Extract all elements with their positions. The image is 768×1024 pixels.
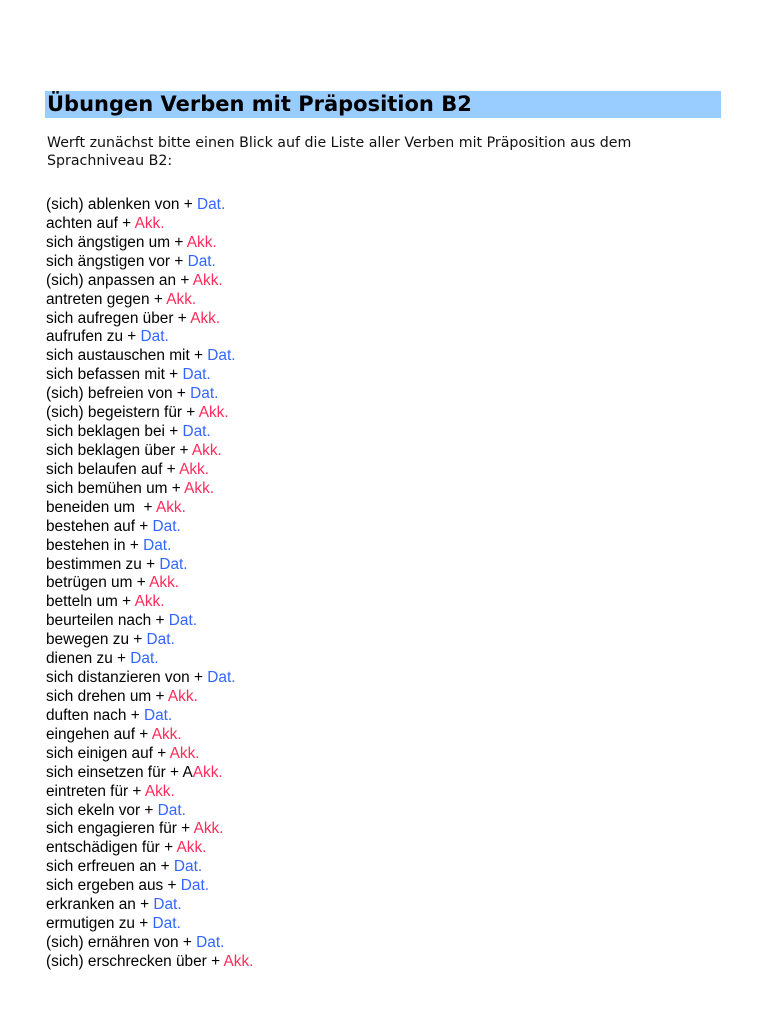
- case-akk-label: Akk.: [149, 574, 180, 592]
- verb-text: sich einsetzen für + A: [46, 763, 193, 781]
- verb-list-item: [46, 291, 253, 310]
- verb-text: sich bemühen um +: [46, 479, 185, 497]
- verb-list-item: [46, 574, 253, 593]
- verb-text: sich beklagen bei +: [46, 423, 183, 441]
- case-akk-label: Akk.: [155, 498, 186, 516]
- case-akk-label: Akk.: [190, 309, 221, 327]
- verb-list-item: [46, 310, 253, 329]
- verb-list: [46, 196, 253, 972]
- case-dat-label: Dat.: [152, 517, 181, 535]
- verb-text: sich beklagen über +: [46, 441, 192, 459]
- case-akk-label: Akk.: [151, 725, 182, 743]
- verb-list-item: [46, 745, 253, 764]
- verb-list-item: [46, 858, 253, 877]
- case-dat-label: Dat.: [143, 536, 172, 554]
- verb-list-item: [46, 215, 253, 234]
- verb-list-item: [46, 726, 253, 745]
- verb-text: sich ekeln vor +: [46, 801, 158, 819]
- verb-text: eintreten für +: [46, 782, 145, 800]
- case-dat-label: Dat.: [180, 877, 209, 895]
- verb-text: sich einigen auf +: [46, 744, 170, 762]
- verb-text: beurteilen nach +: [46, 612, 169, 630]
- case-dat-label: Dat.: [146, 631, 175, 649]
- verb-list-item: [46, 915, 253, 934]
- verb-list-item: [46, 612, 253, 631]
- verb-text: sich aufregen über +: [46, 309, 191, 327]
- case-dat-label: Dat.: [157, 801, 186, 819]
- verb-text: bestehen auf +: [46, 517, 153, 535]
- case-dat-label: Dat.: [187, 252, 216, 270]
- case-akk-label: Akk.: [193, 820, 224, 838]
- case-akk-label: Akk.: [166, 290, 197, 308]
- case-akk-label: Akk.: [223, 952, 254, 970]
- verb-list-item: [46, 820, 253, 839]
- verb-text: (sich) erschrecken über +: [46, 952, 224, 970]
- verb-list-item: [46, 669, 253, 688]
- verb-list-item: [46, 707, 253, 726]
- verb-list-item: [46, 480, 253, 499]
- case-dat-label: Dat.: [168, 612, 198, 630]
- verb-list-item: [46, 272, 253, 291]
- verb-text: duften nach +: [46, 706, 144, 724]
- verb-text: ermutigen zu +: [46, 915, 153, 933]
- verb-list-item: [46, 688, 253, 707]
- case-akk-label: Akk.: [134, 593, 165, 611]
- verb-list-item: [46, 650, 253, 669]
- verb-list-item: [46, 556, 253, 575]
- verb-list-item: [46, 366, 253, 385]
- verb-text: sich ängstigen um +: [46, 233, 187, 251]
- verb-list-item: [46, 461, 253, 480]
- page-title: Übungen Verben mit Präposition B2: [45, 91, 721, 118]
- verb-text: betrügen um +: [46, 574, 150, 592]
- verb-list-item: [46, 783, 253, 802]
- verb-list-item: [46, 253, 253, 272]
- verb-text: sich distanzieren von +: [46, 669, 208, 687]
- verb-list-item: [46, 839, 253, 858]
- verb-text: aufrufen zu +: [46, 328, 141, 346]
- case-akk-label: Akk.: [167, 687, 198, 705]
- verb-text: (sich) befreien von +: [46, 385, 191, 403]
- case-akk-label: Akk.: [186, 233, 217, 251]
- case-akk-label: Akk.: [179, 460, 209, 478]
- verb-text: sich drehen um +: [46, 687, 168, 705]
- verb-list-item: [46, 631, 253, 650]
- case-dat-label: Dat.: [152, 915, 181, 933]
- case-dat-label: Dat.: [196, 933, 225, 951]
- verb-list-item: [46, 934, 253, 953]
- verb-list-item: [46, 404, 253, 423]
- verb-list-item: [46, 196, 253, 215]
- case-dat-label: Dat.: [159, 555, 188, 573]
- verb-list-item: [46, 423, 253, 442]
- verb-text: (sich) begeistern für +: [46, 404, 199, 422]
- case-dat-label: Dat.: [207, 347, 236, 365]
- verb-list-item: [46, 518, 253, 537]
- verb-list-item: [46, 896, 253, 915]
- case-akk-label: Akk.: [176, 839, 207, 857]
- verb-list-item: [46, 499, 253, 518]
- verb-list-item: [46, 442, 253, 461]
- verb-text: (sich) ernähren von +: [46, 933, 197, 951]
- case-akk-label: Akk.: [192, 271, 223, 289]
- verb-text: dienen zu +: [46, 650, 131, 668]
- verb-list-item: [46, 802, 253, 821]
- verb-text: betteln um +: [46, 593, 135, 611]
- case-dat-label: Dat.: [130, 650, 159, 668]
- case-dat-label: Dat.: [182, 423, 211, 441]
- verb-text: achten auf +: [46, 214, 135, 232]
- case-akk-label: Akk.: [192, 763, 223, 781]
- case-akk-label: Akk.: [134, 214, 165, 232]
- case-dat-label: Dat.: [207, 669, 236, 687]
- verb-list-item: [46, 537, 253, 556]
- case-akk-label: Akk.: [198, 404, 229, 422]
- case-dat-label: Dat.: [197, 196, 226, 213]
- verb-text: sich belaufen auf +: [46, 460, 180, 478]
- verb-text: sich ergeben aus +: [46, 877, 181, 895]
- intro-paragraph: Werft zunächst bitte einen Blick auf die Liste aller Verben mit Präposition aus dem Sprachniveau B2:: [47, 135, 632, 169]
- verb-text: bewegen zu +: [46, 631, 147, 649]
- verb-list-item: [46, 764, 253, 783]
- case-dat-label: Dat.: [143, 706, 173, 724]
- verb-text: beneiden um +: [46, 498, 156, 516]
- verb-text: antreten gegen +: [46, 290, 167, 308]
- case-akk-label: Akk.: [144, 782, 175, 800]
- verb-text: entschädigen für +: [46, 839, 177, 857]
- verb-text: bestehen in +: [46, 536, 144, 554]
- case-akk-label: Akk.: [191, 441, 222, 459]
- verb-list-item: [46, 385, 253, 404]
- verb-list-item: [46, 347, 253, 366]
- case-dat-label: Dat.: [140, 328, 169, 346]
- case-dat-label: Dat.: [173, 858, 203, 876]
- verb-text: (sich) ablenken von +: [46, 196, 197, 213]
- verb-text: sich ängstigen vor +: [46, 252, 188, 270]
- verb-list-item: [46, 234, 253, 253]
- case-akk-label: Akk.: [184, 479, 215, 497]
- verb-text: sich erfreuen an +: [46, 858, 174, 876]
- case-akk-label: Akk.: [169, 744, 200, 762]
- case-dat-label: Dat.: [153, 896, 182, 914]
- verb-text: sich engagieren für +: [46, 820, 194, 838]
- verb-text: bestimmen zu +: [46, 555, 160, 573]
- verb-text: (sich) anpassen an +: [46, 271, 193, 289]
- verb-list-item: [46, 877, 253, 896]
- verb-text: sich befassen mit +: [46, 366, 183, 384]
- verb-text: sich austauschen mit +: [46, 347, 208, 365]
- verb-list-item: [46, 328, 253, 347]
- case-dat-label: Dat.: [190, 385, 219, 403]
- verb-list-item: [46, 953, 253, 972]
- verb-list-item: [46, 593, 253, 612]
- case-dat-label: Dat.: [182, 366, 211, 384]
- verb-text: eingehen auf +: [46, 725, 152, 743]
- verb-text: erkranken an +: [46, 896, 154, 914]
